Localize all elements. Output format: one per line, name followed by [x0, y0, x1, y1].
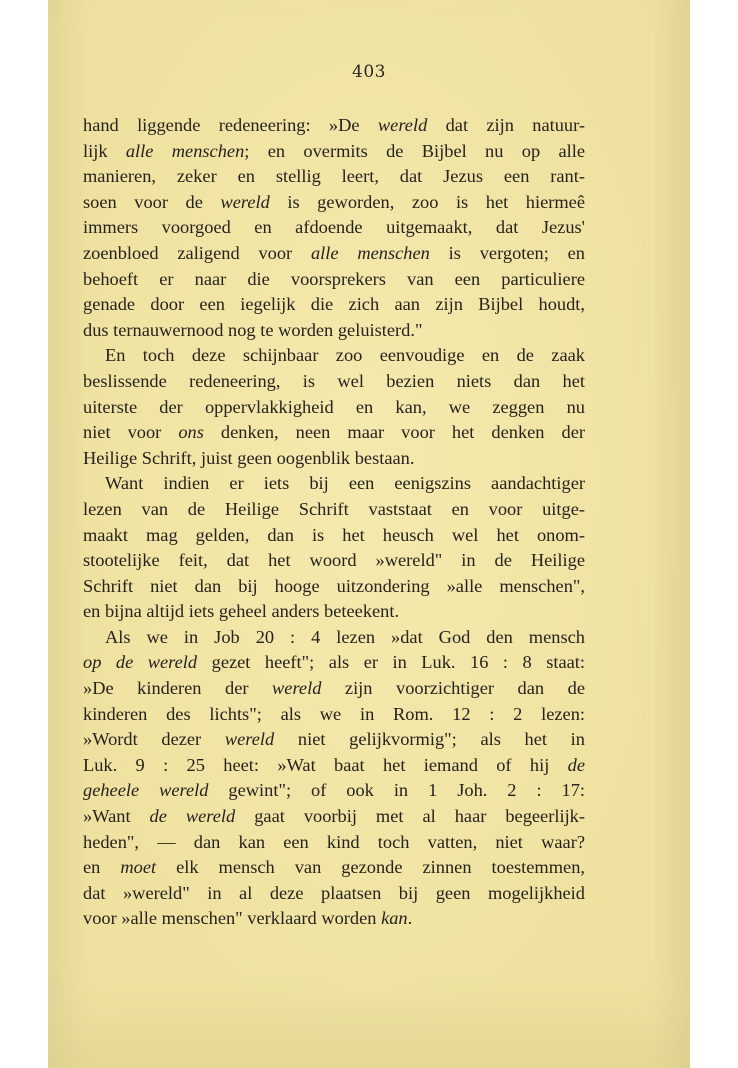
text-run: zoenbloed zaligend voor: [83, 242, 311, 263]
emphasis-run: de: [567, 754, 585, 775]
text-run: ; en overmits de Bijbel nu op alle: [244, 140, 586, 161]
text-run: en bijna altijd iets geheel anders beteekent.: [83, 601, 400, 622]
text-run: stootelijke feit, dat het woord »wereld" in de Heilige: [83, 550, 585, 571]
emphasis-run: alle menschen: [125, 140, 245, 161]
text-run: Luk. 9 : 25 heet: »Wat baat het iemand of hij: [83, 754, 568, 775]
text-line: [83, 676, 585, 702]
text-line: [83, 830, 585, 856]
body-text: [83, 113, 585, 932]
emphasis-run: moet: [120, 857, 157, 878]
emphasis-run: op de wereld: [83, 652, 198, 673]
text-line: [83, 702, 585, 728]
text-line: [83, 753, 585, 779]
text-run: is geworden, zoo is het hiermeê: [269, 191, 585, 212]
text-line: [83, 267, 585, 293]
text-run: Want indien er iets bij een eenigszins aandachtiger: [105, 473, 585, 494]
text-line: [83, 548, 585, 574]
text-run: genade door een iegelijk die zich aan zijn Bijbel houdt,: [83, 294, 585, 315]
text-line: [83, 292, 585, 318]
emphasis-run: kan: [381, 908, 408, 929]
text-run: gezet heeft"; als er in Luk. 16 : 8 staat:: [197, 652, 585, 673]
text-run: heden", — dan kan een kind toch vatten, niet waar?: [83, 831, 585, 852]
text-run: En toch deze schijnbaar zoo eenvoudige en de zaak: [105, 345, 585, 366]
text-run: Heilige Schrift, juist geen oogenblik bestaan.: [83, 447, 415, 468]
text-run: gewint"; of ook in 1 Joh. 2 : 17:: [208, 780, 585, 801]
text-line: [83, 574, 585, 600]
text-run: lezen van de Heilige Schrift vaststaat en voor uitge-: [83, 498, 585, 519]
text-run: soen voor de: [83, 191, 221, 212]
emphasis-run: alle menschen: [310, 242, 430, 263]
text-line: [83, 318, 585, 344]
text-run: dus ternauwernood nog te worden geluisterd.": [83, 319, 423, 340]
text-line: [83, 881, 585, 907]
page-number: 403: [352, 62, 386, 82]
text-run: hand liggende redeneering: »De: [83, 115, 378, 135]
text-line: [83, 855, 585, 881]
text-run: is vergoten; en: [429, 242, 585, 263]
text-line: [83, 343, 585, 369]
emphasis-run: de wereld: [149, 806, 236, 827]
text-run: elk mensch van gezonde zinnen toestemmen,: [156, 857, 585, 878]
text-run: zijn voorzichtiger dan de: [321, 678, 585, 699]
emphasis-run: wereld: [272, 678, 322, 699]
text-line: [83, 650, 585, 676]
text-line: [83, 599, 585, 625]
text-run: maakt mag gelden, dan is het heusch wel het onom-: [83, 524, 585, 545]
text-run: gaat voorbij met al haar begeerlijk-: [235, 806, 585, 827]
text-run: uiterste der oppervlakkigheid en kan, we zeggen nu: [83, 396, 585, 417]
text-line: [83, 190, 585, 216]
text-run: lijk: [83, 140, 126, 161]
emphasis-run: wereld: [377, 115, 428, 135]
text-line: [83, 471, 585, 497]
text-line: [83, 804, 585, 830]
text-run: niet gelijkvormig"; als het in: [274, 729, 585, 750]
text-run: Als we in Job 20 : 4 lezen »dat God den mensch: [105, 626, 585, 647]
text-line: [83, 420, 585, 446]
text-line: [83, 241, 585, 267]
text-run: beslissende redeneering, is wel bezien niets dan het: [83, 370, 585, 391]
text-run: voor »alle menschen" verklaard worden: [83, 908, 382, 929]
text-line: [83, 215, 585, 241]
text-line: [83, 625, 585, 651]
text-run: en: [83, 857, 121, 878]
text-run: manieren, zeker en stellig leert, dat Jezus een rant-: [83, 166, 585, 187]
text-run: dat zijn natuur-: [427, 115, 585, 135]
emphasis-run: wereld: [220, 191, 270, 212]
text-run: kinderen des lichts"; als we in Rom. 12 : 2 lezen:: [83, 703, 585, 724]
emphasis-run: wereld: [224, 729, 275, 750]
text-line: [83, 497, 585, 523]
text-run: immers voorgoed en afdoende uitgemaakt, dat Jezus': [83, 217, 585, 238]
text-run: Schrift niet dan bij hooge uitzondering »alle menschen",: [83, 575, 585, 596]
text-line: [83, 523, 585, 549]
text-run: behoeft er naar die voorsprekers van een particuliere: [83, 268, 585, 289]
text-run: .: [407, 908, 413, 929]
text-run: niet voor: [83, 422, 179, 443]
emphasis-run: geheele wereld: [83, 780, 209, 801]
emphasis-run: ons: [178, 422, 204, 443]
text-run: »De kinderen der: [83, 678, 273, 699]
text-run: »Want: [83, 806, 150, 827]
text-line: [83, 369, 585, 395]
text-line: [83, 906, 585, 932]
text-line: [83, 778, 585, 804]
text-line: [83, 727, 585, 753]
text-run: denken, neen maar voor het denken der: [203, 422, 586, 443]
text-line: [83, 164, 585, 190]
text-run: dat »wereld" in al deze plaatsen bij geen mogelijkheid: [83, 882, 585, 903]
text-line: [83, 139, 585, 165]
text-line: [83, 113, 585, 139]
text-line: [83, 395, 585, 421]
text-run: »Wordt dezer: [83, 729, 225, 750]
text-line: [83, 446, 585, 472]
